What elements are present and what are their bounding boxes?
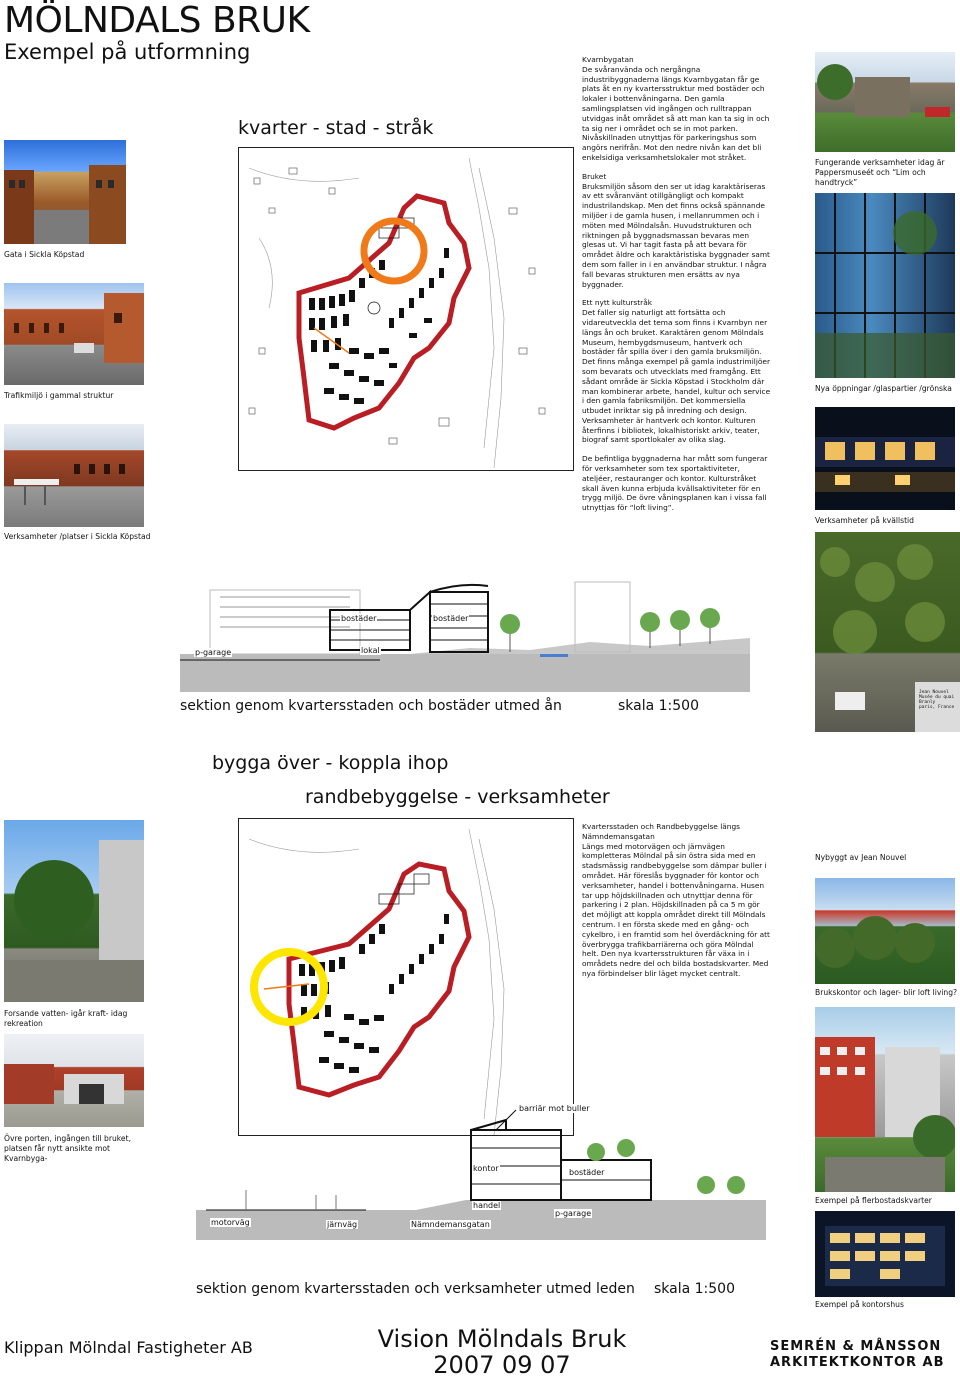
caption-nya-oppningar: Nya öppningar /glaspartier /grönska bbox=[815, 384, 952, 393]
caption-flerbostad: Exempel på flerbostadskvarter bbox=[815, 1196, 932, 1205]
photo-sickla-street bbox=[4, 140, 126, 244]
site-plan-2 bbox=[238, 818, 574, 1136]
text-paragraph: Det faller sig naturligt att fortsätta och vidareutveckla det tema som finns i Kvarnbyn ner längs ån och bruket. Karaktären genom Mölndals Museum, hembygdsmuseum, hantverk och bostäder får spilla över i den gamla bruksmiljön. Det finns många exempel på gamla industrimiljöer som bevarats och utvecklats med framgång. Ett sådant område är Sickla Köpstad i Stockholm där man kombinerar arbete, handel, kultur och service i den gamla fabriksmiljön. Det kommersiella utbudet inriktar sig på inredning och design. Verksamheter är hantverk och kontor. Kulturen återfinns i bibliotek, lokalhistoriskt arkiv, teater, biograf samt sportlokaler av olika slag. bbox=[582, 308, 771, 445]
photo-traffic-environment bbox=[4, 283, 144, 385]
photo-pappersmuseet bbox=[815, 52, 955, 152]
text-heading: Kvarnbygatan bbox=[582, 55, 634, 64]
caption-kvallstid: Verksamheter på kvällstid bbox=[815, 516, 914, 525]
section2-label-bostader: bostäder bbox=[569, 1168, 605, 1177]
section2-label-barriar: barriär mot buller bbox=[519, 1104, 590, 1113]
section2-label-pgarage: p-garage bbox=[555, 1209, 592, 1218]
caption-kontorshus: Exempel på kontorshus bbox=[815, 1300, 904, 1309]
page-subtitle: Exempel på utformning bbox=[4, 40, 251, 64]
photo-ovre-porten bbox=[4, 1034, 144, 1127]
cross-section-1 bbox=[180, 572, 750, 692]
section1-label-bostader-2: bostäder bbox=[433, 614, 469, 623]
section1-caption: sektion genom kvartersstaden och bostäder utmed ån bbox=[180, 698, 562, 714]
text-heading: Bruket bbox=[582, 171, 607, 181]
section2-caption: sektion genom kvartersstaden och verksamheter utmed leden bbox=[196, 1281, 635, 1297]
caption-brukskontor: Brukskontor och lager- blir loft living? bbox=[815, 988, 958, 997]
photo-brukskontor bbox=[815, 878, 955, 984]
photo-kontorshus bbox=[815, 1211, 955, 1297]
section2-label-kontor: kontor bbox=[473, 1164, 499, 1173]
caption-forsande: Forsande vatten- igår kraft- idag rekreation bbox=[4, 1009, 128, 1028]
photo-forsande-vatten bbox=[4, 820, 144, 1002]
section1-label-lokal: lokal bbox=[361, 646, 380, 655]
text-heading: Kvartersstaden och Randbebyggelse längs Nämndemansgatan bbox=[582, 822, 741, 841]
photo-sickla-businesses bbox=[4, 424, 144, 527]
photo-green-wall bbox=[815, 532, 960, 732]
footer-office-name: SEMRÉN & MÅNSSON bbox=[770, 1339, 942, 1354]
section1-heading: kvarter - stad - stråk bbox=[238, 117, 434, 139]
footer-project-date: 2007 09 07 bbox=[433, 1351, 571, 1379]
section2-heading-2: randbebyggelse - verksamheter bbox=[305, 786, 610, 808]
footer-office-sub: ARKITEKTKONTOR AB bbox=[770, 1355, 945, 1370]
site-plan-1 bbox=[238, 147, 574, 471]
photo-flerbostad bbox=[815, 1007, 955, 1192]
section1-label-bostader: bostäder bbox=[341, 614, 377, 623]
footer-client: Klippan Mölndal Fastigheter AB bbox=[4, 1338, 253, 1357]
section2-label-handel: handel bbox=[473, 1201, 501, 1210]
cross-section-2 bbox=[196, 1100, 766, 1240]
caption-nybyggt: Nybyggt av Jean Nouvel bbox=[815, 853, 907, 862]
text-paragraph: De befintliga byggnaderna har mått som fungerar för verksamheter som tex sportaktiviteter, ateljéer, restauranger och kontor. Kulturstråket skall även kunna erbjuda kvällsaktiviteter för en trygg miljö. De övre våningsplanen kan i vissa fall utnyttjas för “loft living”. bbox=[582, 454, 768, 513]
caption-verksamheter-platser: Verksamheter /platser i Sickla Köpstad bbox=[4, 532, 151, 541]
section1-text bbox=[582, 55, 772, 522]
caption-pappersmuseet: Fungerande verksamheter idag är Pappersmuseét och “Lim och handtryck” bbox=[815, 158, 945, 187]
photo-evening-businesses bbox=[815, 407, 955, 510]
caption-ovre-porten: Övre porten, ingången till bruket, platsen får nytt ansikte mot Kvarnbyga- bbox=[4, 1134, 131, 1163]
text-paragraph: De svåranvända och nergångna industribyggnaderna längs Kvarnbygatan får ge plats åt en ny kvartersstruktur med bostäder och lokaler i bottenvåningarna. Den gamla samlingsplatsen vid ingången och rulltrappan utvidgas inåt området så att man kan ta sig in och ta sig ner i området och se in mot parken. Nivåskillnaden utnyttjas för parkeringshus som angörs nerifrån. Mot den nedre nivån kan det bli enkelsidiga verksamhetslokaler mot stråket. bbox=[582, 64, 770, 162]
page-title: MÖLNDALS BRUK bbox=[4, 0, 310, 41]
section2-heading-1: bygga över - koppla ihop bbox=[212, 752, 449, 774]
footer-office bbox=[770, 1339, 945, 1371]
caption-gata: Gata i Sickla Köpstad bbox=[4, 250, 85, 259]
footer-project bbox=[372, 1326, 632, 1378]
text-heading: Ett nytt kulturstråk bbox=[582, 298, 653, 308]
text-paragraph: Bruksmiljön såsom den ser ut idag karaktäriseras av ett svåranvänt otillgängligt och kompakt industrilandskap. Men det finns också spännande miljöer i de gamla husen, i mellanrummen och i möten med Mölndalsån. Huvudstrukturen och riktningen på byggnadsmassan bevaras men glesas ut. Vi har tagit fasta på att bevara för området äldre och karaktäristiska byggnader samt dem som faller in i en användbar struktur. I några fall bevaras strukturen men ersätts av nya byggnader. bbox=[582, 181, 770, 289]
section2-label-motorvag: motorväg bbox=[211, 1218, 250, 1227]
photo-glass-facade bbox=[815, 193, 955, 378]
section2-label-jarnvag: järnväg bbox=[327, 1220, 358, 1229]
footer-project-title: Vision Mölndals Bruk bbox=[377, 1325, 627, 1353]
section1-scale: skala 1:500 bbox=[618, 698, 699, 714]
section2-text bbox=[582, 822, 772, 988]
nouvel-sign: Jean Nouvel Musée du quai Branly paris, France bbox=[919, 690, 955, 710]
text-paragraph: Längs med motorvägen och järnvägen kompletteras Mölndal på sin östra sida med en stadsmässig randbebyggelse som dämpar buller i området. Här föreslås byggnader för kontor och verksamheter, handel i bottenvåningarna. Husen tar upp höjdskillnaden och utnyttjar denna för parkering i 2 plan. Höjdskillnaden på ca 5 m gör det möjligt att koppla området direkt till Mölndals centrum. I en första skede med en gång- och cykelbro, i en framtid som hel överdäckning för att överbrygga trafikbarriärerna och göra Mölndal helt. Den nya kvartersstrukturen får växa in i områdets nedre del och bilda bostadskvarter. Med nya förbindelser blir läget mycket centralt. bbox=[582, 841, 770, 978]
section2-scale: skala 1:500 bbox=[654, 1281, 735, 1297]
section2-label-namndemansgatan: Nämndemansgatan bbox=[411, 1220, 490, 1229]
caption-trafik: Trafikmiljö i gammal struktur bbox=[4, 391, 114, 400]
section1-label-pgarage: p-garage bbox=[195, 648, 232, 657]
